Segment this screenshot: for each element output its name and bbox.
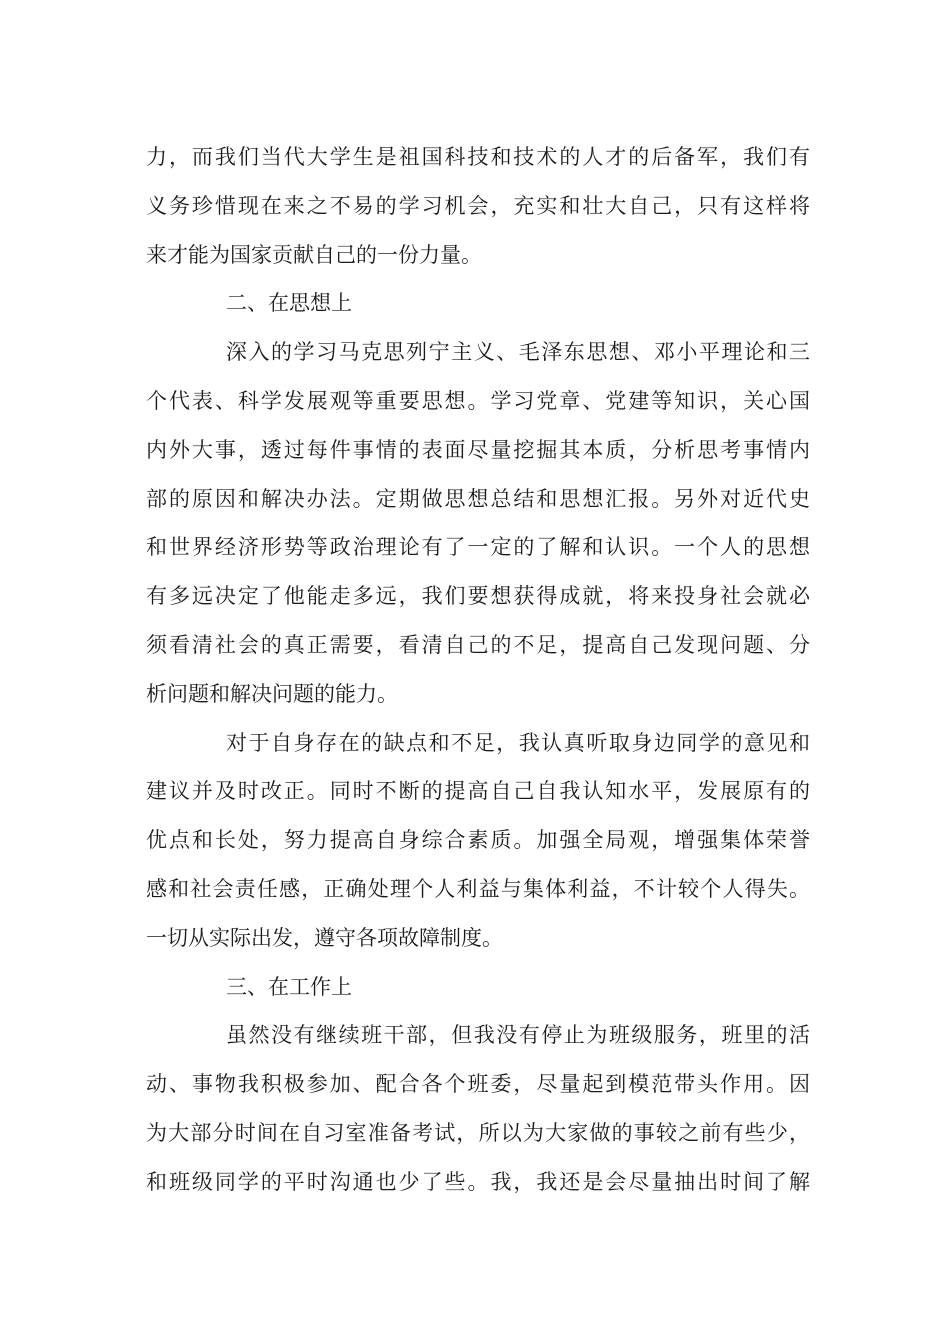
text-line: 部的原因和解决办法。定期做思想总结和思想汇报。另外对近代史 (146, 486, 810, 511)
text-line: 感和社会责任感，正确处理个人利益与集体利益，不计较个人得失。 (146, 876, 810, 901)
section-heading: 二、在思想上 (226, 291, 352, 316)
text-line: 个代表、科学发展观等重要思想。学习党章、党建等知识，关心国 (146, 388, 810, 413)
text-line: 内外大事，透过每件事情的表面尽量挖掘其本质，分析思考事情内 (146, 437, 810, 462)
document-body (146, 133, 810, 1207)
text-line: 有多远决定了他能走多远，我们要想获得成就，将来投身社会就必 (146, 584, 810, 609)
text-line: 和班级同学的平时沟通也少了些。我，我还是会尽量抽出时间了解 (146, 1169, 810, 1194)
text-line: 来才能为国家贡献自己的一份力量。 (146, 242, 482, 267)
text-line: 动、事物我积极参加、配合各个班委，尽量起到模范带头作用。因 (146, 1072, 810, 1097)
text-line: 对于自身存在的缺点和不足，我认真听取身边同学的意见和 (226, 730, 810, 755)
text-line: 须看清社会的真正需要，看清自己的不足，提高自己发现问题、分 (146, 632, 810, 657)
text-line: 一切从实际出发，遵守各项故障制度。 (146, 925, 503, 950)
text-line: 建议并及时改正。同时不断的提高自己自我认知水平，发展原有的 (146, 779, 810, 804)
section-heading: 三、在工作上 (226, 974, 352, 999)
text-line: 力，而我们当代大学生是祖国科技和技术的人才的后备军，我们有 (146, 145, 810, 169)
text-line: 义务珍惜现在来之不易的学习机会，充实和壮大自己，只有这样将 (146, 193, 810, 218)
text-line: 和世界经济形势等政治理论有了一定的了解和认识。一个人的思想 (146, 535, 810, 560)
text-line: 虽然没有继续班干部，但我没有停止为班级服务，班里的活 (226, 1023, 810, 1048)
text-line: 优点和长处，努力提高自身综合素质。加强全局观，增强集体荣誉 (146, 828, 810, 853)
text-line: 为大部分时间在自习室准备考试，所以为大家做的事较之前有些少， (146, 1120, 810, 1145)
text-line: 析问题和解决问题的能力。 (146, 681, 398, 706)
text-line: 深入的学习马克思列宁主义、毛泽东思想、邓小平理论和三 (226, 340, 810, 365)
